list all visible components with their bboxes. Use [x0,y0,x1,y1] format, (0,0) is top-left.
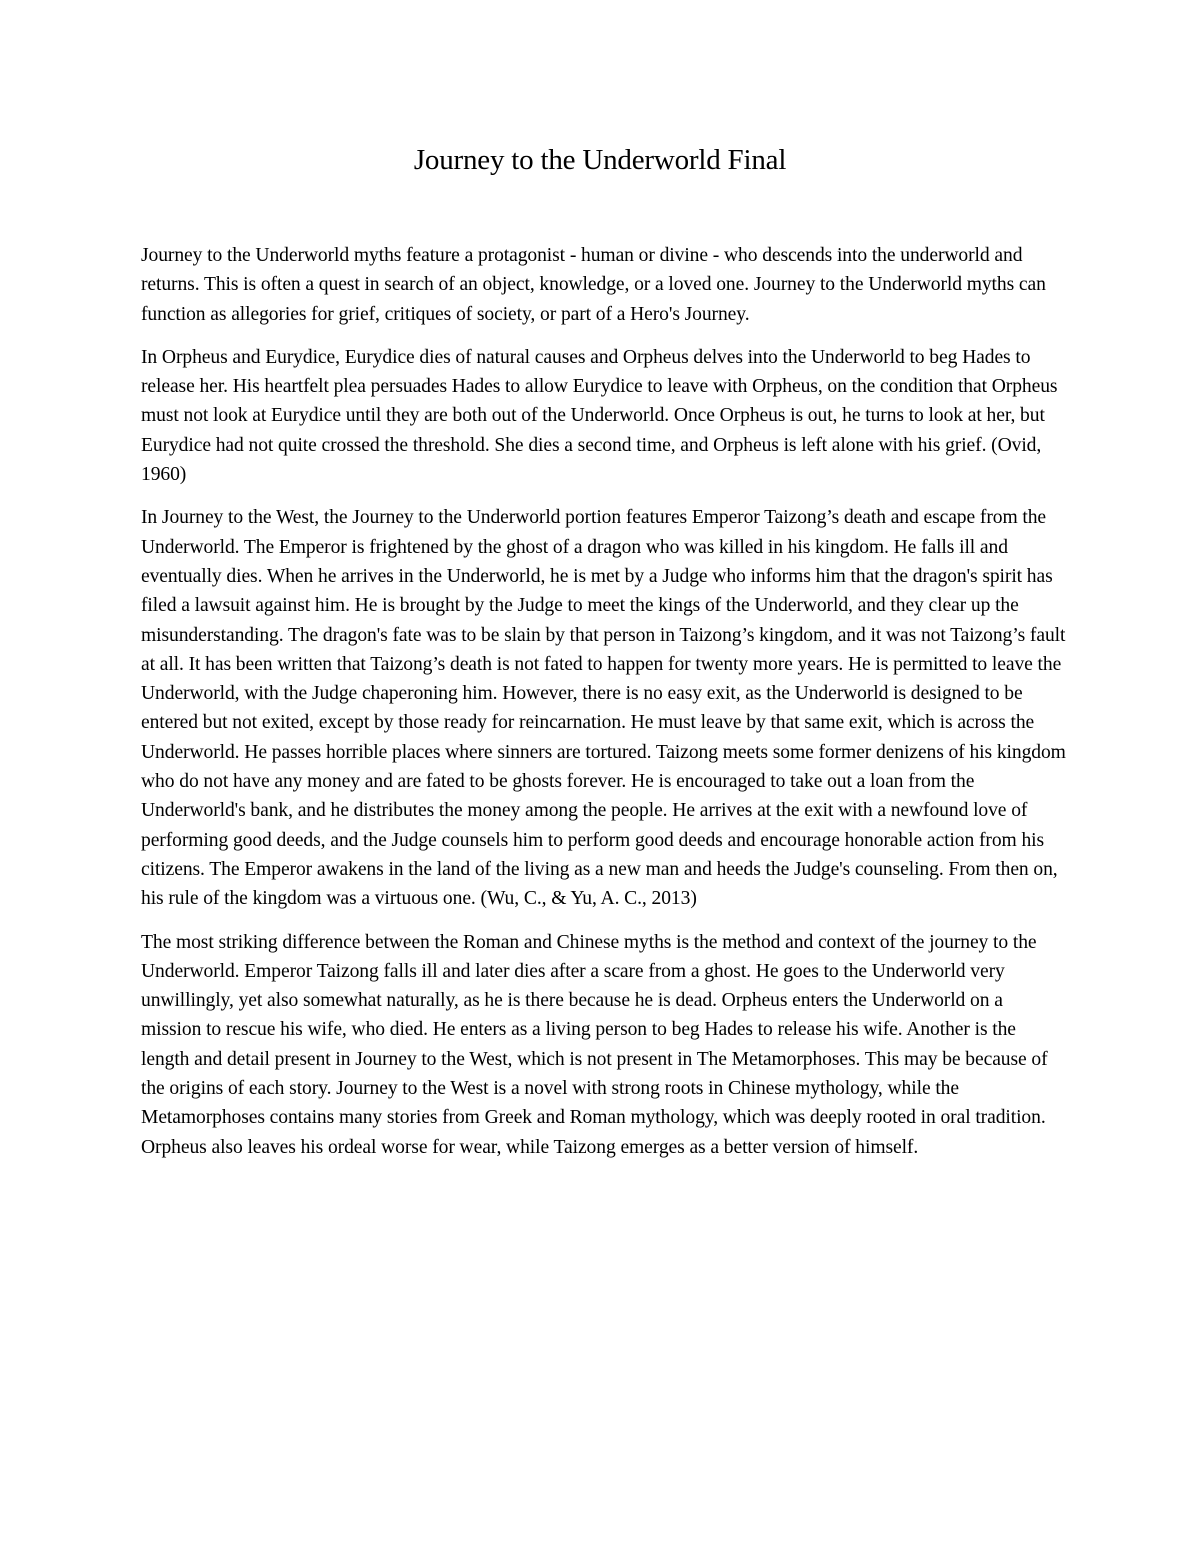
paragraph-journey-to-the-west: In Journey to the West, the Journey to the Underworld portion features Emperor Taizong’s death and escape from the Underworld. The Emperor is frightened by the ghost of a dragon who was killed in his kingdom. He falls ill and eventually dies. When he arrives in the Underworld, he is met by a Judge who informs him that the dragon's spirit has filed a lawsuit against him. He is brought by the Judge to meet the kings of the Underworld, and they clear up the misunderstanding. The dragon's fate was to be slain by that person in Taizong’s kingdom, and it was not Taizong’s fault at all. It has been written that Taizong’s death is not fated to happen for twenty more years. He is permitted to leave the Underworld, with the Judge chaperoning him. However, there is no easy exit, as the Underworld is designed to be entered but not exited, except by those ready for reincarnation. He must leave by that same exit, which is across the Underworld. He passes horrible places where sinners are tortured. Taizong meets some former denizens of his kingdom who do not have any money and are fated to be ghosts forever. He is encouraged to take out a loan from the Underworld's bank, and he distributes the money among the people. He arrives at the exit with a newfound love of performing good deeds, and the Judge counsels him to perform good deeds and encourage honorable action from his citizens. The Emperor awakens in the land of the living as a new man and heeds the Judge's counseling. From then on, his rule of the kingdom was a virtuous one. (Wu, C., & Yu, A. C., 2013) [141,507,1066,910]
paragraph-orpheus-and-eurydice: In Orpheus and Eurydice, Eurydice dies of natural causes and Orpheus delves into the Underworld to beg Hades to release her. His heartfelt plea persuades Hades to allow Eurydice to leave with Orpheus, on the condition that Orpheus must not look at Eurydice until they are both out of the Underworld. Once Orpheus is out, he turns to look at her, but Eurydice had not quite crossed the threshold. She dies a second time, and Orpheus is left alone with his grief. (Ovid, 1960) [141,346,1058,486]
document-body [141,241,1066,1176]
paragraph-comparison: The most striking difference between the Roman and Chinese myths is the method and context of the journey to the Underworld. Emperor Taizong falls ill and later dies after a scare from a ghost. He goes to the Underworld very unwillingly, yet also somewhat naturally, as he is there because he is dead. Orpheus enters the Underworld on a mission to rescue his wife, who died. He enters as a living person to beg Hades to release his wife. Another is the length and detail present in Journey to the West, which is not present in The Metamorphoses. This may be because of the origins of each story. Journey to the West is a novel with strong roots in Chinese mythology, while the Metamorphoses contains many stories from Greek and Roman mythology, which was deeply rooted in oral tradition. Orpheus also leaves his ordeal worse for wear, while Taizong emerges as a better version of himself. [141,931,1048,1158]
document-title: Journey to the Underworld Final [413,144,787,176]
paragraph-introduction: Journey to the Underworld myths feature a protagonist - human or divine - who descends into the underworld and returns. This is often a quest in search of an object, knowledge, or a loved one. Journey to the Underworld myths can function as allegories for grief, critiques of society, or part of a Hero's Journey. [141,245,1046,325]
